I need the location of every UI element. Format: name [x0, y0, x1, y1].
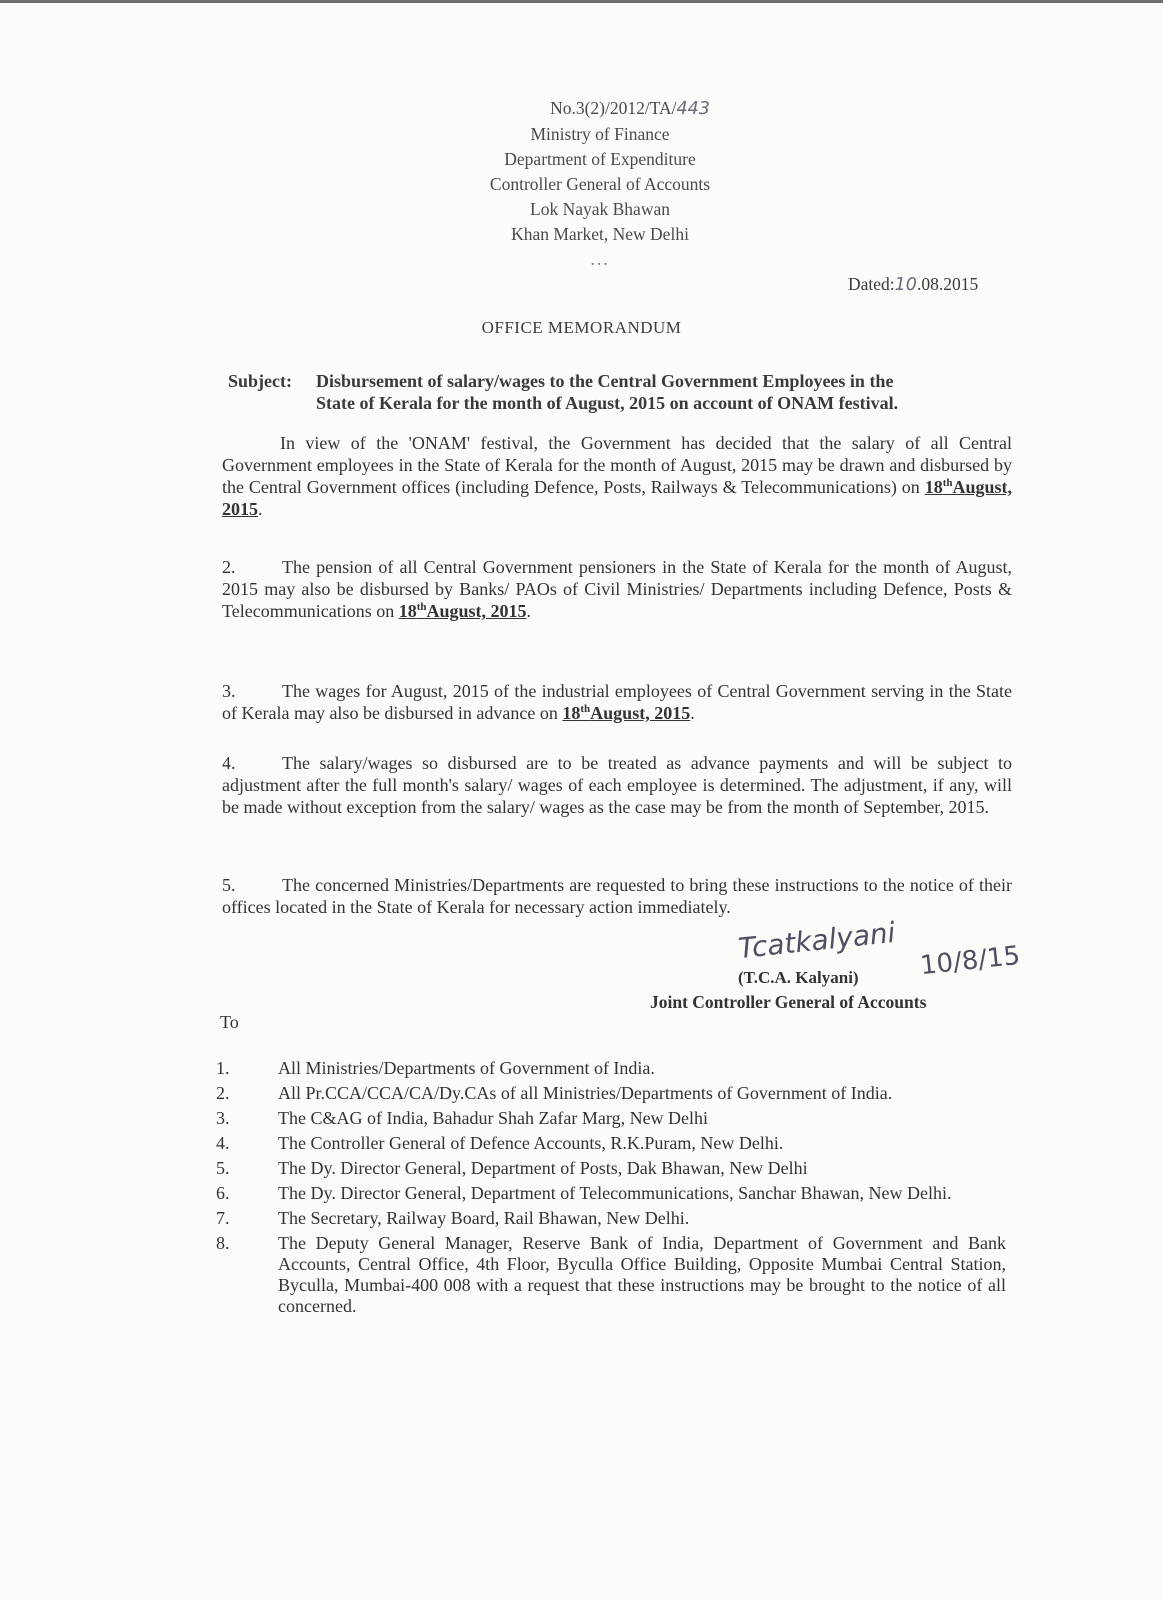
list-item: 4. The Controller General of Defence Accounts, R.K.Puram, New Delhi.: [216, 1133, 784, 1153]
to-label: To: [220, 1012, 239, 1032]
list-item: 5. The Dy. Director General, Department of Posts, Dak Bhawan, New Delhi: [216, 1158, 808, 1178]
recipient-list: [216, 1058, 1006, 1321]
building-line: Lok Nayak Bhawan: [530, 199, 670, 219]
subject-block: [228, 370, 1018, 414]
paragraph-2: 2. The pension of all Central Government pensioners in the State of Kerala for the month of August, 2015 may also be disbursed by Banks/ PAOs of Civil Ministries/ Departments including Defence, Posts & Telecommunications on 18thAugust, 2015.: [222, 557, 1012, 621]
date-emphasis: 18thAugust, 2015: [222, 477, 1013, 519]
handwritten-day: 10: [894, 275, 917, 295]
subject-line-1: Disbursement of salary/wages to the Central Government Employees in the: [316, 371, 894, 391]
list-item: 2. All Pr.CCA/CCA/CA/Dy.CAs of all Ministries/Departments of Government of India.: [216, 1083, 893, 1103]
address-line: Khan Market, New Delhi: [511, 224, 689, 244]
handwritten-signature-date: 10/8/15: [918, 940, 1022, 982]
office-line: Controller General of Accounts: [489, 174, 711, 194]
signatory-designation: Joint Controller General of Accounts: [650, 992, 927, 1012]
letterhead: [430, 96, 770, 272]
date-emphasis: 18thAugust, 2015: [398, 601, 527, 621]
paragraph-1: In view of the 'ONAM' festival, the Government has decided that the salary of all Central Government employees in the State of Kerala for the month of August, 2015 may be drawn and disbursed by the Central Government offices (including Defence, Posts, Railways & Telecommunications) on 18thAugust, 2015.: [222, 433, 1013, 519]
separator-dots: ...: [590, 249, 610, 269]
subject-label: Subject:: [228, 371, 292, 391]
list-item: 8. The Deputy General Manager, Reserve Bank of India, Department of Government and Bank Accounts, Central Office, 4th Floor, Byculla Office Building, Opposite Mumbai Central Station, Byculla, Mumbai-400 008 with a request that these instructions may be brought to the notice of all concerned.: [216, 1233, 1006, 1316]
subject-line-2: State of Kerala for the month of August, 2015 on account of ONAM festival.: [316, 393, 899, 413]
list-item: 3. The C&AG of India, Bahadur Shah Zafar Marg, New Delhi: [216, 1108, 709, 1128]
document-title: OFFICE MEMORANDUM: [481, 318, 682, 337]
signatory-name: (T.C.A. Kalyani): [738, 968, 859, 987]
date-line: Dated:10.08.2015: [848, 274, 979, 295]
paragraph-4: 4. The salary/wages so disbursed are to be treated as advance payments and will be subject to adjustment after the full month's salary/ wages of each employee is determined. The adjustment, if any, will be made without exception from the salary/ wages as the case may be from the month of September, 2015.: [222, 753, 1012, 817]
date-emphasis: 18thAugust, 2015: [562, 703, 691, 723]
paragraph-3: 3. The wages for August, 2015 of the industrial employees of Central Government serving in the State of Kerala may also be disbursed in advance on 18thAugust, 2015.: [222, 681, 1012, 723]
list-item: 7. The Secretary, Railway Board, Rail Bhawan, New Delhi.: [216, 1208, 690, 1228]
ministry-line: Ministry of Finance: [530, 124, 670, 144]
list-item: 6. The Dy. Director General, Department of Telecommunications, Sanchar Bhawan, New Delhi.: [216, 1183, 952, 1203]
list-item: 1. All Ministries/Departments of Government of India.: [216, 1058, 655, 1078]
department-line: Department of Expenditure: [504, 149, 696, 169]
reference-number: No.3(2)/2012/TA/443: [550, 98, 710, 119]
handwritten-ref: 443: [676, 99, 710, 119]
paragraph-5: 5. The concerned Ministries/Departments are requested to bring these instructions to the notice of their offices located in the State of Kerala for necessary action immediately.: [222, 875, 1012, 917]
handwritten-signature: Tcatkalyani: [736, 915, 897, 966]
